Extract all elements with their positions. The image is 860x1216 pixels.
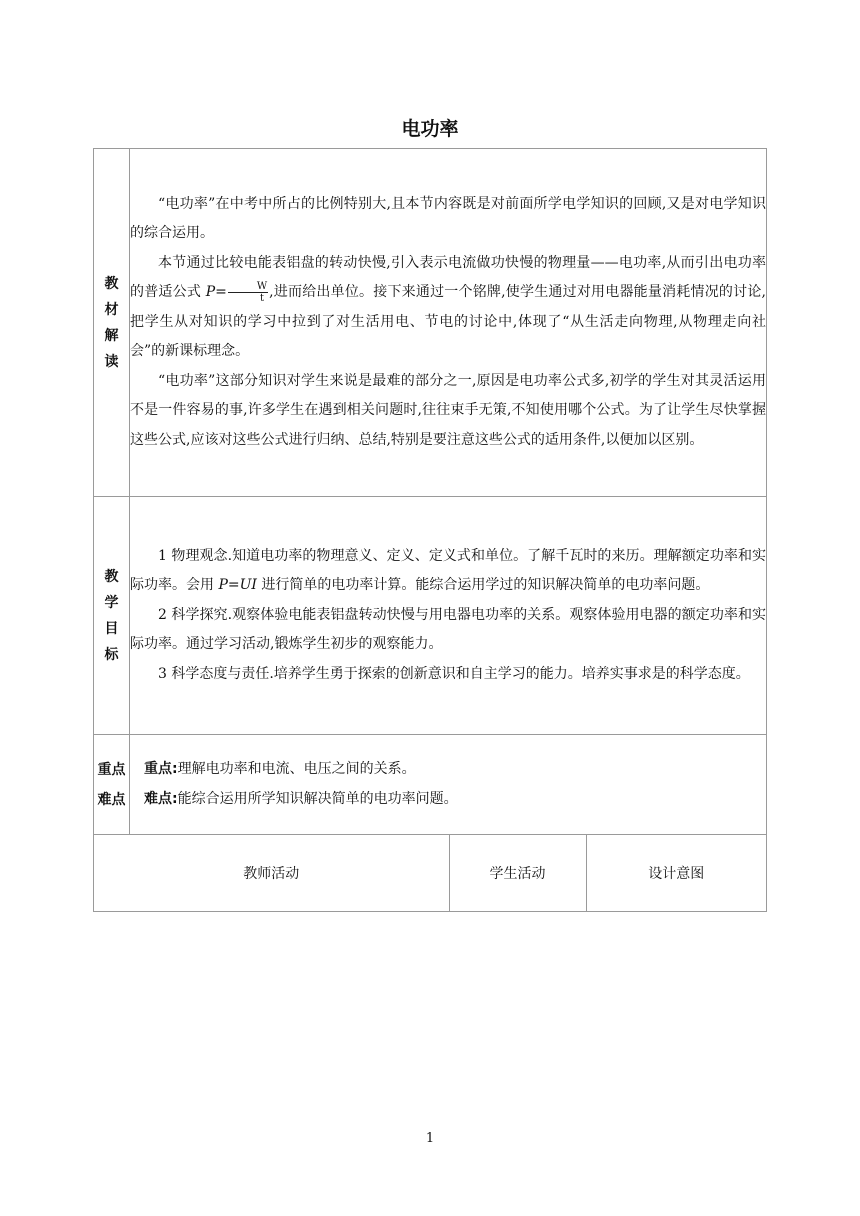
page-title: 电功率 [401, 118, 459, 140]
student-activity-header: 学生活动 [449, 835, 586, 911]
text-run: ,进而给出单位。接下来通过一个铭牌,使学生通过对用电器能量消耗情况的讨论,把学生从对知识的学习中拉到了对生活用电、节电的讨论中,体现了“从生活走向物理,从物理走向社会”的新课标理念。 [130, 284, 766, 360]
goals-label [94, 497, 130, 735]
formula-p: P [205, 284, 216, 301]
activities-header [94, 835, 766, 911]
fraction-numerator: W [228, 281, 268, 293]
reading-content [130, 149, 767, 497]
label-char: 教 [104, 275, 119, 292]
lesson-plan-table [93, 148, 767, 912]
design-intent-header: 设计意图 [648, 866, 705, 882]
label-char: 材 [104, 301, 119, 318]
label-line: 重点 [97, 761, 126, 778]
label-char: 读 [104, 353, 119, 370]
goals-row [94, 497, 767, 735]
label-char: 学 [104, 594, 119, 611]
keypoints-row [94, 735, 767, 835]
key-point [130, 755, 766, 785]
key-point-text: 理解电功率和电流、电压之间的关系。 [177, 761, 416, 777]
difficult-point-text: 能综合运用所学知识解决简单的电功率问题。 [177, 790, 458, 807]
keypoints-content [130, 735, 767, 835]
goal-2: 2 科学探究.观察体验电能表铝盘转动快慢与用电器电功率的关系。观察体验用电器的额定功率和实际功率。通过学习活动,锻炼学生初步的观察能力。 [130, 606, 766, 653]
goal-1 [130, 542, 766, 601]
text-run: 进行简单的电功率计算。能综合运用学过的知识解决简单的电功率问题。 [256, 577, 710, 594]
difficult-point [130, 785, 766, 815]
keypoints-label [94, 735, 130, 835]
reading-label [94, 149, 130, 497]
label-char: 教 [104, 568, 119, 585]
label-line: 难点 [97, 791, 126, 808]
page-number: 1 [425, 1131, 435, 1146]
fraction-denominator: t [259, 292, 265, 304]
formula-p-ui: P=UI [218, 577, 257, 594]
text-run: 1 物理观念.知道电功率的物理意义、定义、定义式和单位。了解千瓦时的来历。理解额定功率和实际功率。会用 [130, 547, 766, 594]
fraction-w-over-t [228, 281, 268, 304]
label-char: 标 [104, 646, 119, 663]
reading-paragraph-1: “电功率”在中考中所占的比例特别大,且本节内容既是对前面所学电学知识的回顾,又是对电学知识的综合运用。 [130, 195, 766, 242]
text-run: 本节通过比较电能表铝盘的转动快慢,引入表示电流做功快慢的物理量——电功率,从而引出电功率的普适公式 [130, 254, 766, 301]
difficult-point-label: 难点: [144, 790, 178, 807]
label-char: 目 [104, 620, 119, 637]
formula-eq: = [215, 284, 227, 301]
goal-3: 3 科学态度与责任.培养学生勇于探索的创新意识和自主学习的能力。培养实事求是的科学态度。 [158, 665, 750, 682]
label-char: 解 [104, 327, 119, 344]
teacher-activity-header: 教师活动 [94, 835, 449, 911]
reading-paragraph-2 [130, 249, 766, 367]
key-point-label: 重点: [144, 761, 178, 777]
reading-row [94, 149, 767, 497]
activities-header-cell [94, 835, 767, 912]
activities-header-row [94, 835, 767, 912]
reading-paragraph-3: “电功率”这部分知识对学生来说是最难的部分之一,原因是电功率公式多,初学的学生对其灵活运用不是一件容易的事,许多学生在遇到相关问题时,往往束手无策,不知使用哪个公式。为了让学生尽快掌握这些公式,应该对这些公式进行归纳、总结,特别是要注意这些公式的适用条件,以便加以区别。 [130, 372, 766, 448]
goals-content [130, 497, 767, 735]
